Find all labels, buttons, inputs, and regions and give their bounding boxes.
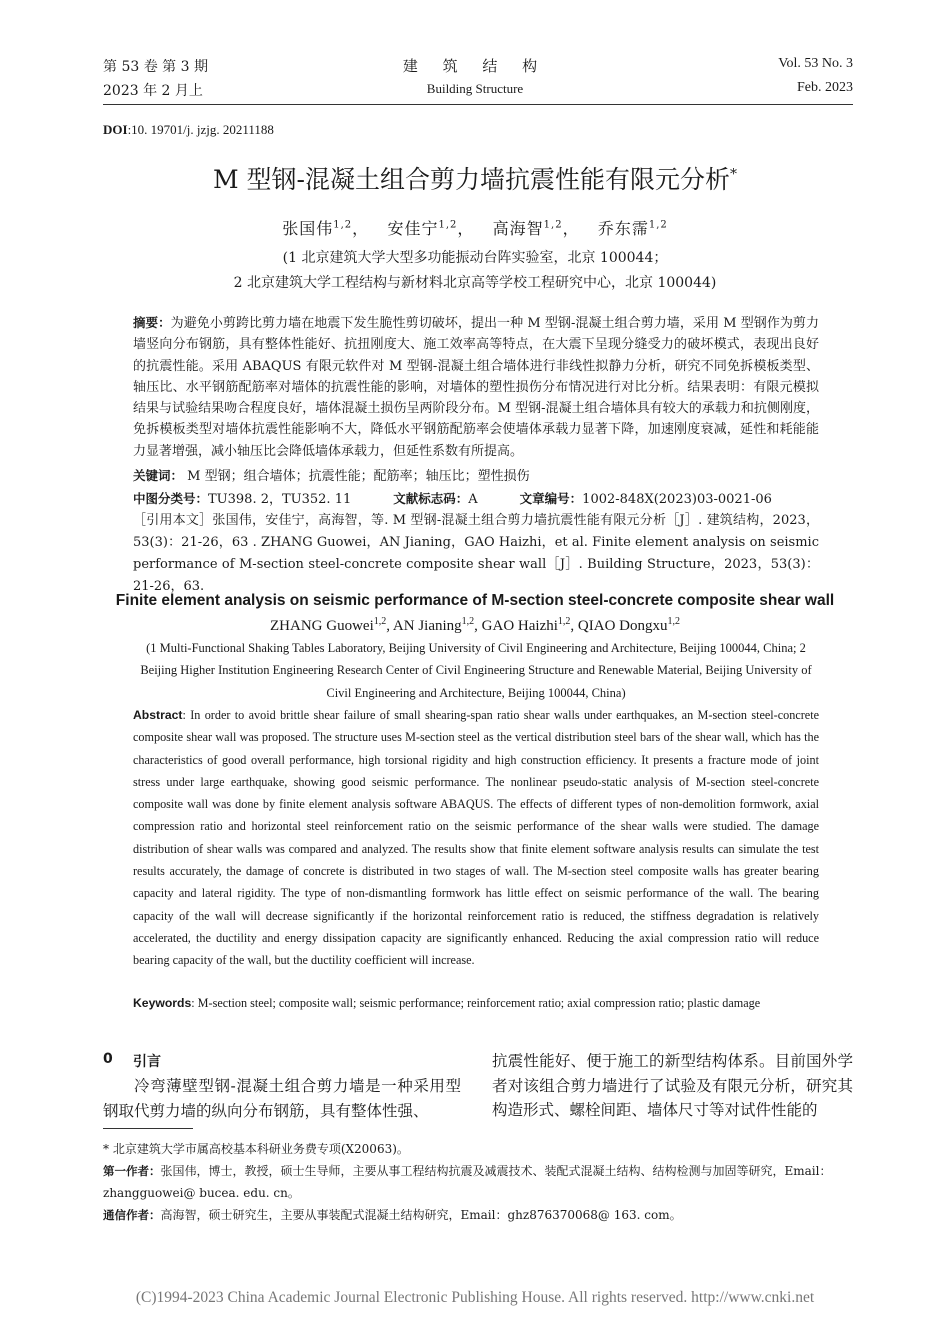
header-journal-cn: 建 筑 结 构: [402, 57, 548, 75]
author-list: [0, 216, 950, 239]
first-author-text: 张国伟，博士，教授，硕士生导师，主要从事工程结构抗震及减震技术、装配式混凝土结构、结构检测与加固等研究，Email：zhangguowei@ bucea. edu. cn。: [103, 1164, 832, 1200]
header-date: 2023 年 2 月上: [103, 83, 203, 99]
header-vol-en: Vol. 53 No. 3: [778, 56, 853, 71]
abstract-en-text: : In order to avoid brittle shear failure of small shearing-span ratio shear walls under earthquakes, an M-section steel-concrete composite shear wall was proposed. The structure uses M-section steel as the vertical distribution steel bars of the shear wall, which has the characteristics of good overall performance, high torsional rigidity and high construction efficiency. It presents a fracture mode of joint stress under large earthquake, showing good seismic performance. The nonlinear pseudo-static analysis of M-section steel-concrete composite wall was done by finite element analysis software ABAQUS. The effects of different types of non-demolition formwork, axial compression ratio and horizontal steel reinforcement ratio on the seismic performance of the shear walls were studied. The damage distribution of shear walls was compared and analyzed. The results show that finite element software analysis results can simulate the test results accurately, the damage of concrete is distributed in two stages of wall. The M-section steel composite walls has greater bearing capacity and lateral rigidity. The type of non-dismantling formwork has little effect on seismic performance of the wall. The bearing capacity of the wall will decrease significantly if the horizontal reinforcement ratio is reduced, the stiffness degradation is relatively accelerated, the ductility and energy dissipation capacity are significantly enhanced. Reducing the axial compression ratio will reduce bearing capacity of the wall, but the ductility coefficient will increase.: [133, 708, 819, 968]
title-footnote-mark: *: [730, 166, 737, 183]
footnote-rule: [103, 1128, 193, 1129]
doi: [103, 122, 274, 138]
author-1: 张国伟$^{1,2}$，: [282, 219, 370, 238]
doc-code-label: 文献标志码：: [393, 491, 469, 506]
header-date-en: Feb. 2023: [797, 80, 853, 95]
doc-code-value: A: [468, 492, 478, 507]
author-2: 安佳宁$^{1,2}$，: [387, 219, 475, 238]
footnote-fund: * 北京建筑大学市属高校基本科研业务费专项(X20063)。: [103, 1142, 409, 1156]
header-rule: [103, 104, 853, 105]
affiliation-cn-1: (1 北京建筑大学大型多功能振动台阵实验室，北京 100044；: [282, 250, 668, 266]
abstract-cn: [133, 312, 819, 462]
author-en-3: GAO Haizhi$^{1,2}$,: [481, 616, 578, 634]
intro-right-column: 抗震性能好、便于施工的新型结构体系。目前国外学者对该组合剪力墙进行了试验及有限元分析，研究其构造形式、螺栓间距、墙体尺寸等对试件性能的: [492, 1052, 853, 1119]
keywords-cn-label: 关键词：: [133, 468, 184, 483]
clc-value: TU398. 2，TU352. 11: [208, 492, 352, 507]
article-no-label: 文章编号：: [519, 491, 583, 506]
citation-text: 张国伟，安佳宁，高海智，等. M 型钢-混凝土组合剪力墙抗震性能有限元分析［J］. 建筑结构，2023，53(3)：21-26，63 . ZHANG Guowei，AN Jianing，GAO Haizhi，et al. Finite element analysis on seismic performance of M-section steel-concrete composite shear wall［J］. Building Structure，2023，53(3)：21-26，63.: [133, 513, 819, 594]
author-4: 乔东霈$^{1,2}$: [597, 219, 668, 238]
author-en-2: AN Jianing$^{1,2}$,: [392, 616, 482, 634]
abstract-en: [133, 704, 819, 972]
author-list-en: [0, 616, 950, 635]
section-number: 0: [103, 1051, 113, 1067]
footnote-corresponding-author: [103, 1204, 853, 1226]
affiliation-cn-2: 2 北京建筑大学工程结构与新材料北京高等学校工程研究中心，北京 100044): [233, 275, 717, 291]
section-heading: 引言: [133, 1054, 161, 1070]
keywords-en: [133, 992, 819, 1014]
abstract-cn-label: 摘要：: [133, 315, 171, 330]
keywords-cn: [133, 465, 819, 484]
header-volume: 第 53 卷 第 3 期: [103, 59, 208, 75]
author-en-1: ZHANG Guowei$^{1,2}$,: [270, 616, 393, 634]
header-journal-en: Building Structure: [426, 81, 524, 96]
classification-line: [133, 488, 819, 507]
citation-label: ［引用本文］: [133, 513, 213, 528]
copyright-notice: (C)1994-2023 China Academic Journal Electronic Publishing House. All rights reserved. http://www.cnki.net: [135, 1289, 815, 1306]
doi-value: :10. 19701/j. jzjg. 20211188: [127, 122, 274, 137]
corr-author-label: 通信作者：: [103, 1208, 161, 1222]
article-no-value: 1002-848X(2023)03-0021-06: [582, 492, 772, 507]
first-author-label: 第一作者：: [103, 1164, 161, 1178]
keywords-cn-text: M 型钢；组合墙体；抗震性能；配筋率；轴压比；塑性损伤: [183, 469, 530, 484]
footnote-first-author: [103, 1160, 853, 1204]
affiliation-en: (1 Multi-Functional Shaking Tables Laboratory, Beijing University of Civil Engineering and Architecture, Beijing 100044, China; 2 Beijing Higher Institution Engineering Research Center of Civil Engineering Structure and Renewable Material, Beijing University of Civil Engineering and Architecture, Beijing 100044, China): [140, 641, 812, 700]
corr-author-text: 高海智，硕士研究生，主要从事装配式混凝土结构研究，Email：ghz876370068@ 163. com。: [160, 1208, 682, 1222]
author-en-4: QIAO Dongxu$^{1,2}$: [577, 616, 680, 634]
paper-title-en: Finite element analysis on seismic performance of M-section steel-concrete composite shear wall: [115, 592, 835, 609]
abstract-en-label: Abstract: [133, 708, 183, 722]
paper-title-text: M 型钢-混凝土组合剪力墙抗震性能有限元分析: [213, 165, 730, 194]
citation: [133, 510, 819, 598]
keywords-en-text: : M-section steel; composite wall; seismic performance; reinforcement ratio; axial compression ratio; plastic damage: [191, 996, 761, 1010]
keywords-en-label: Keywords: [133, 996, 192, 1010]
paper-title: [0, 160, 950, 196]
abstract-cn-text: 为避免小剪跨比剪力墙在地震下发生脆性剪切破坏，提出一种 M 型钢-混凝土组合剪力墙，采用 M 型钢作为剪力墙竖向分布钢筋，具有整体性能好、抗扭刚度大、施工效率高等特点，在大震下呈现分缝受力的破坏模式，表现出良好的抗震性能。采用 ABAQUS 有限元软件对 M 型钢-混凝土组合墙体进行非线性拟静力分析，研究不同免拆模板类型、轴压比、水平钢筋配筋率对墙体的抗震性能的影响，对墙体的塑性损伤分布情况进行对比分析。结果表明：有限元模拟结果与试验结果吻合程度良好，墙体混凝土损伤呈两阶段分布。M 型钢-混凝土组合墙体具有较大的承载力和抗侧刚度，免拆模板类型对墙体抗震性能影响不大，降低水平钢筋配筋率会使墙体承载力显著下降，加速刚度衰减，延性和耗能能力显著增强，减小轴压比会降低墙体承载力，但延性系数有所提高。: [133, 316, 819, 459]
doi-label: DOI: [103, 122, 128, 137]
clc-label: 中图分类号：: [133, 491, 209, 506]
intro-left-column: 冷弯薄壁型钢-混凝土组合剪力墙是一种采用型钢取代剪力墙的纵向分布钢筋，具有整体性强、: [103, 1077, 461, 1120]
author-3: 高海智$^{1,2}$，: [492, 219, 580, 238]
